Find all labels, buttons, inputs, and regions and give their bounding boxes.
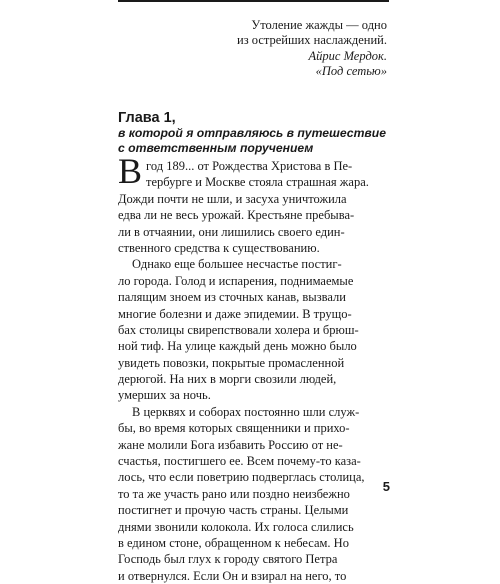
text-line: постигнет и прочую часть страны. Целыми	[118, 503, 349, 518]
text-line: ло города. Голод и испарения, поднимаемые	[118, 273, 354, 288]
text-line: днями звонили колокола. Их голоса слились	[118, 519, 354, 534]
text-line: палящим зноем из сточных канав, вызвали	[118, 290, 346, 305]
text-line: Господь был глух к городу святого Петра	[118, 552, 338, 567]
text-line: лось, что если поветрию подверглась столица,	[118, 470, 365, 485]
epigraph	[127, 18, 387, 79]
chapter-heading	[118, 110, 398, 156]
body-text	[118, 158, 382, 584]
text-line: счастья, постигшего ее. Всем почему-то каза-	[118, 454, 361, 469]
text-line: жане молили Бога избавить Россию от не-	[118, 437, 343, 452]
text-line: бы, во время которых священники и прихо-	[118, 421, 350, 436]
chapter-subtitle-line: с ответственным поручением	[118, 141, 314, 155]
epigraph-line: из острейших наслаждений.	[237, 33, 387, 47]
text-line: Однако еще большее несчастье постиг-	[132, 257, 342, 272]
epigraph-line: Утоление жажды — одно	[251, 18, 387, 32]
text-line: умерших за ночь.	[118, 388, 211, 403]
text-line: Дожди почти не шли, и засуха уничтожила	[118, 191, 347, 206]
text-line: в едином стоне, обращенном к небесам. Но	[118, 535, 349, 550]
text-line: дерюгой. На них в морги свозили людей,	[118, 372, 337, 387]
text-line: многие болезни и даже эпидемии. В трущо-	[118, 306, 352, 321]
text-line: ственного средства к существованию.	[118, 240, 320, 255]
text-line: ной тиф. На улице каждый день можно было	[118, 339, 357, 354]
top-rule	[118, 0, 389, 2]
epigraph-author: Айрис Мердок.	[308, 49, 387, 63]
text-line: В церквях и соборах постоянно шли служ-	[132, 404, 360, 419]
text-line: год 189... от Рождества Христова в Пе-	[146, 159, 353, 173]
chapter-subtitle-line: в которой я отправляюсь в путешествие	[118, 126, 387, 140]
text-line: едва ли не весь урожай. Крестьяне пребыва-	[118, 208, 355, 223]
text-line: ли в отчаянии, они лишились своего един-	[118, 224, 345, 239]
drop-cap: В	[118, 151, 143, 191]
epigraph-work: «Под сетью»	[315, 64, 387, 78]
text-line: и отвернулся. Если Он и взирал на него, то	[118, 568, 347, 583]
text-line: бах столицы свирепствовали холера и брюш-	[118, 322, 359, 337]
text-line: увидеть повозки, покрытые промасленной	[118, 355, 345, 370]
text-line: то та же участь рано или поздно неизбежно	[118, 486, 350, 501]
text-line: тербурге и Москве стояла страшная жара.	[146, 175, 369, 190]
chapter-title: Глава 1,	[118, 110, 176, 126]
page-number: 5	[382, 479, 390, 494]
